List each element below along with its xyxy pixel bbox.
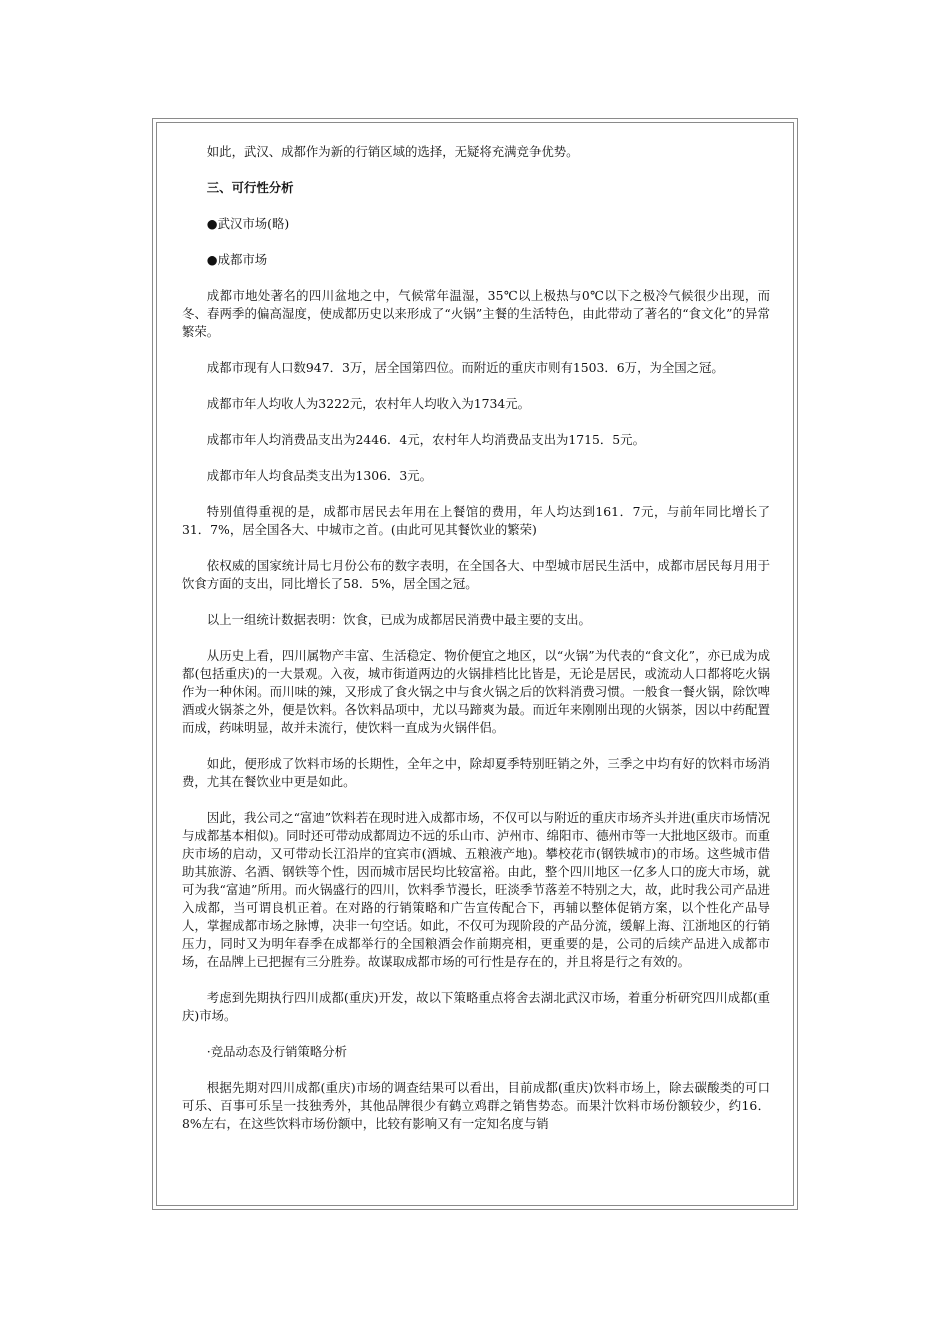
paragraph-strategy-focus: 考虑到先期执行四川成都(重庆)开发，故以下策略重点将舍去湖北武汉市场，着重分析研究四川成都(重庆)市场。 [182, 990, 770, 1023]
bullet-chengdu-market: ●成都市场 [206, 252, 268, 267]
document-inner-frame [156, 122, 794, 1206]
paragraph-restaurant-spending: 特别值得重视的是，成都市居民去年用在上餐馆的费用，年人均达到161．7元，与前年同比增长了31．7%，居全国各大、中城市之首。(由此可见其餐饮业的繁荣) [182, 504, 770, 537]
document-frame [152, 118, 798, 1210]
paragraph-hotpot-culture: 从历史上看，四川属物产丰富、生活稳定、物价便宜之地区，以“火锅”为代表的“食文化”，亦已成为成都(包括重庆)的一大景观。入夜，城市街道两边的火锅排档比比皆是，无论是居民，或流动人口都将吃火锅作为一种休闲。而川味的辣，又形成了食火锅之中与食火锅之后的饮料消费习惯。一般食一餐火锅，除饮啤酒或火锅茶之外，便是饮料。各饮料品项中，尤以马蹄爽为最。而近年来刚刚出现的火锅茶，因以中药配置而成，药味明显，故并未流行，使饮料一直成为火锅伴侣。 [182, 648, 770, 735]
paragraph-population: 成都市现有人口数947．3万，居全国第四位。而附近的重庆市则有1503．6万，为全国之冠。 [206, 360, 724, 375]
paragraph-statistics-bureau: 依权威的国家统计局七月份公布的数字表明，在全国各大、中型城市居民生活中，成都市居民每月用于饮食方面的支出，同比增长了58．5%，居全国之冠。 [182, 558, 770, 591]
paragraph-consumption: 成都市年人均消费品支出为2446．4元，农村年人均消费品支出为1715．5元。 [206, 432, 645, 447]
paragraph-income: 成都市年人均收人为3222元，农村年人均收入为1734元。 [206, 396, 531, 411]
document-body [182, 143, 770, 1133]
bullet-competitor-analysis: ·竞品动态及行销策略分析 [206, 1044, 348, 1059]
paragraph-climate: 成都市地处著名的四川盆地之中，气候常年温湿，35℃以上极热与0℃以下之极冷气候很少出现，而冬、春两季的偏高湿度，使成都历史以来形成了“火锅”主餐的生活特色，由此带动了著名的“食文化”的异常繁荣。 [182, 288, 770, 339]
paragraph-wuhan-chengdu-choice: 如此，武汉、成都作为新的行销区域的选择，无疑将充满竞争优势。 [206, 144, 579, 159]
bullet-wuhan-market: ●武汉市场(略) [206, 216, 290, 231]
paragraph-fudi-entry: 因此，我公司之“富迪”饮料若在现时进入成都市场，不仅可以与附近的重庆市场齐头并进(重庆市场情况与成都基本相似)。同时还可带动成都周边不远的乐山市、泸州市、绵阳市、德州市等一大批地区级市。而重庆市场的启动，又可带动长江沿岸的宜宾市(酒城、五粮液产地)。攀校花市(钢铁城市)的市场。这些城市借助其旅游、名酒、钢铁等个性，因而城市居民均比较富裕。由此，整个四川地区一亿多人口的庞大市场，就可为我“富迪”所用。而火锅盛行的四川，饮料季节漫长，旺淡季节落差不特别之大，故，此时我公司产品进入成都，当可谓良机正着。在对路的行销策略和广告宣传配合下，再辅以整体促销方案，以个性化产品导人，掌握成都市场之脉博，决非一句空话。如此，不仅可为现阶段的产品分流，缓解上海、江浙地区的行销压力，同时又为明年春季在成都举行的全国粮酒会作前期亮相，更重要的是，公司的后续产品进入成都市场，在品牌上已把握有三分胜券。故谋取成都市场的可行性是存在的，并且将是行之有效的。 [182, 810, 770, 969]
paragraph-survey-results: 根据先期对四川成都(重庆)市场的调查结果可以看出，目前成都(重庆)饮料市场上，除去碳酸类的可口可乐、百事可乐呈一技独秀外，其他品牌很少有鹤立鸡群之销售势态。而果汁饮料市场份额较少，约16．8%左右，在这些饮料市场份额中，比较有影响又有一定知名度与销 [182, 1080, 770, 1131]
paragraph-year-round-market: 如此，便形成了饮料市场的长期性，全年之中，除却夏季特别旺销之外，三季之中均有好的饮料市场消费，尤其在餐饮业中更是如此。 [182, 756, 770, 789]
paragraph-food-spending: 成都市年人均食品类支出为1306．3元。 [206, 468, 433, 483]
paragraph-statistics-summary: 以上一组统计数据表明：饮食，已成为成都居民消费中最主要的支出。 [206, 612, 591, 627]
section-heading-feasibility: 三、可行性分析 [206, 180, 294, 195]
